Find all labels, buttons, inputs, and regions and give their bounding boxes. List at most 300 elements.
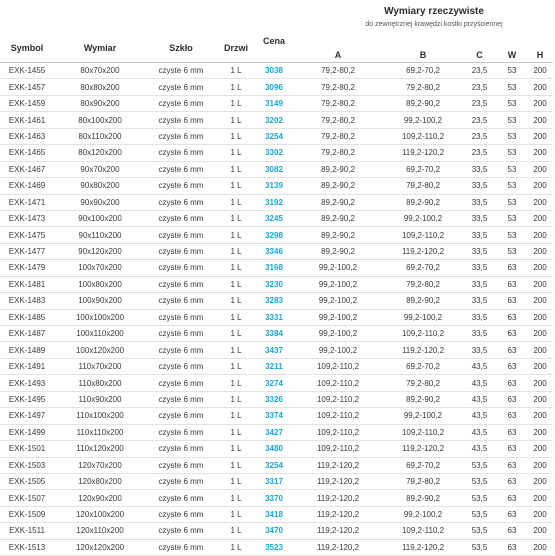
cell-c: 43,5 xyxy=(462,408,497,424)
cell-wymiar: 120x120x200 xyxy=(54,539,146,555)
cell-a: 99,2-100,2 xyxy=(292,342,384,358)
cell-szklo: czyste 6 mm xyxy=(146,490,216,506)
cell-b: 99,2-100,2 xyxy=(384,309,462,325)
cell-w: 63 xyxy=(497,506,527,522)
table-row xyxy=(0,276,553,292)
cell-a: 119,2-120,2 xyxy=(292,523,384,539)
cell-wymiar: 100x120x200 xyxy=(54,342,146,358)
table-row xyxy=(0,112,553,128)
cell-cena: 3254 xyxy=(256,457,292,473)
table-row xyxy=(0,424,553,440)
cell-wymiar: 120x110x200 xyxy=(54,523,146,539)
cell-symbol: EXK-1467 xyxy=(0,161,54,177)
cell-szklo: czyste 6 mm xyxy=(146,112,216,128)
cell-w: 63 xyxy=(497,342,527,358)
cell-szklo: czyste 6 mm xyxy=(146,210,216,226)
cell-h: 200 xyxy=(527,95,553,111)
cell-szklo: czyste 6 mm xyxy=(146,79,216,95)
cell-a: 109,2-110,2 xyxy=(292,375,384,391)
cell-b: 69,2-70,2 xyxy=(384,358,462,374)
cell-symbol: EXK-1479 xyxy=(0,260,54,276)
cell-a: 109,2-110,2 xyxy=(292,358,384,374)
cell-h: 200 xyxy=(527,178,553,194)
cell-h: 200 xyxy=(527,210,553,226)
cell-wymiar: 80x100x200 xyxy=(54,112,146,128)
table-header xyxy=(0,33,553,63)
dimensions-group-subtitle: do zewnętrznej krawędzi kostki przyściennej xyxy=(365,21,503,28)
cell-w: 63 xyxy=(497,375,527,391)
cell-w: 53 xyxy=(497,243,527,259)
cell-drzwi: 1 L xyxy=(216,523,256,539)
cell-drzwi: 1 L xyxy=(216,63,256,79)
table-row xyxy=(0,260,553,276)
cell-c: 33,5 xyxy=(462,293,497,309)
cell-szklo: czyste 6 mm xyxy=(146,95,216,111)
cell-a: 109,2-110,2 xyxy=(292,424,384,440)
cell-cena: 3427 xyxy=(256,424,292,440)
cell-a: 109,2-110,2 xyxy=(292,391,384,407)
cell-cena: 3302 xyxy=(256,145,292,161)
cell-symbol: EXK-1505 xyxy=(0,473,54,489)
cell-h: 200 xyxy=(527,441,553,457)
cell-drzwi: 1 L xyxy=(216,506,256,522)
cell-wymiar: 110x120x200 xyxy=(54,441,146,457)
cell-c: 23,5 xyxy=(462,112,497,128)
cell-wymiar: 90x80x200 xyxy=(54,178,146,194)
cell-w: 53 xyxy=(497,178,527,194)
cell-szklo: czyste 6 mm xyxy=(146,441,216,457)
cell-a: 109,2-110,2 xyxy=(292,408,384,424)
cell-c: 43,5 xyxy=(462,358,497,374)
cell-w: 53 xyxy=(497,63,527,79)
cell-a: 79,2-80,2 xyxy=(292,128,384,144)
cell-wymiar: 90x100x200 xyxy=(54,210,146,226)
cell-cena: 3096 xyxy=(256,79,292,95)
cell-b: 119,2-120,2 xyxy=(384,539,462,555)
cell-c: 53,5 xyxy=(462,539,497,555)
cell-symbol: EXK-1471 xyxy=(0,194,54,210)
cell-symbol: EXK-1501 xyxy=(0,441,54,457)
table-row xyxy=(0,161,553,177)
table-row xyxy=(0,473,553,489)
cell-c: 23,5 xyxy=(462,128,497,144)
cell-symbol: EXK-1483 xyxy=(0,293,54,309)
cell-b: 69,2-70,2 xyxy=(384,63,462,79)
col-wymiar: Wymiar xyxy=(54,33,146,63)
cell-drzwi: 1 L xyxy=(216,194,256,210)
col-szklo: Szkło xyxy=(146,33,216,63)
cell-b: 89,2-90,2 xyxy=(384,391,462,407)
cell-h: 200 xyxy=(527,194,553,210)
table-row xyxy=(0,309,553,325)
cell-b: 79,2-80,2 xyxy=(384,79,462,95)
cell-a: 79,2-80,2 xyxy=(292,95,384,111)
cell-drzwi: 1 L xyxy=(216,358,256,374)
cell-a: 119,2-120,2 xyxy=(292,506,384,522)
cell-w: 53 xyxy=(497,145,527,161)
cell-a: 89,2-90,2 xyxy=(292,194,384,210)
cell-drzwi: 1 L xyxy=(216,539,256,555)
cell-szklo: czyste 6 mm xyxy=(146,309,216,325)
cell-symbol: EXK-1509 xyxy=(0,506,54,522)
cell-b: 69,2-70,2 xyxy=(384,457,462,473)
cell-drzwi: 1 L xyxy=(216,95,256,111)
col-symbol: Symbol xyxy=(0,33,54,63)
cell-w: 63 xyxy=(497,326,527,342)
cell-wymiar: 100x90x200 xyxy=(54,293,146,309)
cell-wymiar: 80x70x200 xyxy=(54,63,146,79)
cell-szklo: czyste 6 mm xyxy=(146,276,216,292)
cell-szklo: czyste 6 mm xyxy=(146,408,216,424)
col-b: B xyxy=(384,33,462,63)
cell-w: 63 xyxy=(497,358,527,374)
cell-c: 33,5 xyxy=(462,178,497,194)
cell-h: 200 xyxy=(527,473,553,489)
cell-b: 89,2-90,2 xyxy=(384,293,462,309)
cell-b: 99,2-100,2 xyxy=(384,112,462,128)
cell-b: 99,2-100,2 xyxy=(384,408,462,424)
cell-symbol: EXK-1507 xyxy=(0,490,54,506)
cell-wymiar: 120x80x200 xyxy=(54,473,146,489)
cell-drzwi: 1 L xyxy=(216,210,256,226)
cell-wymiar: 80x90x200 xyxy=(54,95,146,111)
cell-a: 79,2-80,2 xyxy=(292,79,384,95)
cell-w: 53 xyxy=(497,112,527,128)
cell-szklo: czyste 6 mm xyxy=(146,63,216,79)
col-w: W xyxy=(497,33,527,63)
cell-h: 200 xyxy=(527,260,553,276)
cell-w: 53 xyxy=(497,194,527,210)
cell-wymiar: 100x70x200 xyxy=(54,260,146,276)
cell-h: 200 xyxy=(527,161,553,177)
cell-a: 99,2-100,2 xyxy=(292,326,384,342)
cell-szklo: czyste 6 mm xyxy=(146,326,216,342)
cell-drzwi: 1 L xyxy=(216,391,256,407)
cell-w: 53 xyxy=(497,79,527,95)
cell-drzwi: 1 L xyxy=(216,326,256,342)
cell-c: 43,5 xyxy=(462,424,497,440)
cell-drzwi: 1 L xyxy=(216,276,256,292)
cell-b: 69,2-70,2 xyxy=(384,260,462,276)
cell-b: 109,2-110,2 xyxy=(384,227,462,243)
cell-drzwi: 1 L xyxy=(216,145,256,161)
cell-c: 33,5 xyxy=(462,227,497,243)
cell-szklo: czyste 6 mm xyxy=(146,161,216,177)
cell-w: 63 xyxy=(497,523,527,539)
cell-cena: 3480 xyxy=(256,441,292,457)
cell-b: 69,2-70,2 xyxy=(384,161,462,177)
cell-w: 63 xyxy=(497,408,527,424)
cell-symbol: EXK-1459 xyxy=(0,95,54,111)
cell-b: 99,2-100,2 xyxy=(384,506,462,522)
cell-h: 200 xyxy=(527,375,553,391)
cell-h: 200 xyxy=(527,506,553,522)
cell-w: 53 xyxy=(497,210,527,226)
cell-h: 200 xyxy=(527,457,553,473)
cell-cena: 3274 xyxy=(256,375,292,391)
cell-b: 89,2-90,2 xyxy=(384,95,462,111)
cell-symbol: EXK-1455 xyxy=(0,63,54,79)
cell-h: 200 xyxy=(527,112,553,128)
cell-h: 200 xyxy=(527,490,553,506)
cell-h: 200 xyxy=(527,342,553,358)
cell-drzwi: 1 L xyxy=(216,293,256,309)
cell-drzwi: 1 L xyxy=(216,408,256,424)
cell-drzwi: 1 L xyxy=(216,128,256,144)
cell-szklo: czyste 6 mm xyxy=(146,243,216,259)
cell-h: 200 xyxy=(527,243,553,259)
cell-cena: 3082 xyxy=(256,161,292,177)
cell-a: 89,2-90,2 xyxy=(292,243,384,259)
table-row xyxy=(0,506,553,522)
cell-wymiar: 110x110x200 xyxy=(54,424,146,440)
cell-symbol: EXK-1465 xyxy=(0,145,54,161)
cell-a: 79,2-80,2 xyxy=(292,63,384,79)
cell-b: 109,2-110,2 xyxy=(384,128,462,144)
cell-szklo: czyste 6 mm xyxy=(146,145,216,161)
cell-symbol: EXK-1463 xyxy=(0,128,54,144)
cell-c: 33,5 xyxy=(462,260,497,276)
cell-cena: 3437 xyxy=(256,342,292,358)
cell-c: 43,5 xyxy=(462,375,497,391)
table-row xyxy=(0,210,553,226)
cell-c: 33,5 xyxy=(462,276,497,292)
cell-cena: 3331 xyxy=(256,309,292,325)
cell-symbol: EXK-1491 xyxy=(0,358,54,374)
cell-c: 23,5 xyxy=(462,79,497,95)
cell-b: 109,2-110,2 xyxy=(384,326,462,342)
cell-wymiar: 100x110x200 xyxy=(54,326,146,342)
cell-c: 33,5 xyxy=(462,342,497,358)
cell-cena: 3346 xyxy=(256,243,292,259)
cell-w: 63 xyxy=(497,457,527,473)
cell-c: 23,5 xyxy=(462,63,497,79)
cell-szklo: czyste 6 mm xyxy=(146,293,216,309)
cell-cena: 3374 xyxy=(256,408,292,424)
dimensions-group-header xyxy=(324,0,544,29)
cell-symbol: EXK-1495 xyxy=(0,391,54,407)
cell-w: 63 xyxy=(497,260,527,276)
cell-symbol: EXK-1493 xyxy=(0,375,54,391)
cell-wymiar: 90x120x200 xyxy=(54,243,146,259)
cell-drzwi: 1 L xyxy=(216,178,256,194)
table-row xyxy=(0,194,553,210)
cell-symbol: EXK-1485 xyxy=(0,309,54,325)
cell-cena: 3139 xyxy=(256,178,292,194)
cell-h: 200 xyxy=(527,326,553,342)
cell-w: 53 xyxy=(497,161,527,177)
cell-drzwi: 1 L xyxy=(216,473,256,489)
cell-szklo: czyste 6 mm xyxy=(146,260,216,276)
table-row xyxy=(0,326,553,342)
table-row xyxy=(0,178,553,194)
cell-szklo: czyste 6 mm xyxy=(146,178,216,194)
col-cena: Cena xyxy=(256,33,292,63)
cell-a: 119,2-120,2 xyxy=(292,457,384,473)
cell-w: 63 xyxy=(497,424,527,440)
cell-b: 99,2-100,2 xyxy=(384,210,462,226)
cell-cena: 3168 xyxy=(256,260,292,276)
cell-szklo: czyste 6 mm xyxy=(146,375,216,391)
cell-b: 109,2-110,2 xyxy=(384,523,462,539)
cell-h: 200 xyxy=(527,309,553,325)
cell-drzwi: 1 L xyxy=(216,441,256,457)
cell-cena: 3038 xyxy=(256,63,292,79)
cell-drzwi: 1 L xyxy=(216,309,256,325)
cell-a: 99,2-100,2 xyxy=(292,276,384,292)
table-row xyxy=(0,358,553,374)
cell-c: 43,5 xyxy=(462,441,497,457)
cell-cena: 3245 xyxy=(256,210,292,226)
cell-symbol: EXK-1461 xyxy=(0,112,54,128)
cell-b: 109,2-110,2 xyxy=(384,424,462,440)
cell-h: 200 xyxy=(527,145,553,161)
cell-w: 53 xyxy=(497,227,527,243)
table-row xyxy=(0,293,553,309)
cell-h: 200 xyxy=(527,276,553,292)
cell-symbol: EXK-1487 xyxy=(0,326,54,342)
cell-wymiar: 120x90x200 xyxy=(54,490,146,506)
cell-c: 53,5 xyxy=(462,473,497,489)
cell-symbol: EXK-1513 xyxy=(0,539,54,555)
cell-drzwi: 1 L xyxy=(216,112,256,128)
table-row xyxy=(0,145,553,161)
cell-b: 119,2-120,2 xyxy=(384,342,462,358)
table-row xyxy=(0,79,553,95)
cell-cena: 3149 xyxy=(256,95,292,111)
cell-cena: 3254 xyxy=(256,128,292,144)
shower-enclosure-table xyxy=(0,33,553,556)
table-row xyxy=(0,539,553,555)
cell-w: 63 xyxy=(497,293,527,309)
cell-drzwi: 1 L xyxy=(216,457,256,473)
cell-a: 119,2-120,2 xyxy=(292,490,384,506)
cell-szklo: czyste 6 mm xyxy=(146,457,216,473)
table-row xyxy=(0,375,553,391)
cell-h: 200 xyxy=(527,424,553,440)
cell-h: 200 xyxy=(527,358,553,374)
cell-h: 200 xyxy=(527,391,553,407)
cell-h: 200 xyxy=(527,63,553,79)
cell-szklo: czyste 6 mm xyxy=(146,194,216,210)
table-row xyxy=(0,441,553,457)
cell-symbol: EXK-1503 xyxy=(0,457,54,473)
table-row xyxy=(0,391,553,407)
cell-cena: 3298 xyxy=(256,227,292,243)
cell-h: 200 xyxy=(527,227,553,243)
cell-szklo: czyste 6 mm xyxy=(146,358,216,374)
cell-cena: 3523 xyxy=(256,539,292,555)
cell-cena: 3418 xyxy=(256,506,292,522)
table-row xyxy=(0,95,553,111)
cell-wymiar: 110x80x200 xyxy=(54,375,146,391)
cell-drzwi: 1 L xyxy=(216,161,256,177)
cell-wymiar: 110x100x200 xyxy=(54,408,146,424)
cell-h: 200 xyxy=(527,293,553,309)
cell-c: 33,5 xyxy=(462,309,497,325)
cell-symbol: EXK-1477 xyxy=(0,243,54,259)
cell-cena: 3370 xyxy=(256,490,292,506)
cell-c: 33,5 xyxy=(462,210,497,226)
cell-cena: 3202 xyxy=(256,112,292,128)
cell-w: 63 xyxy=(497,490,527,506)
cell-szklo: czyste 6 mm xyxy=(146,506,216,522)
table-row xyxy=(0,490,553,506)
cell-a: 79,2-80,2 xyxy=(292,145,384,161)
cell-cena: 3384 xyxy=(256,326,292,342)
cell-szklo: czyste 6 mm xyxy=(146,391,216,407)
cell-drzwi: 1 L xyxy=(216,243,256,259)
col-a: A xyxy=(292,33,384,63)
cell-wymiar: 100x100x200 xyxy=(54,309,146,325)
cell-b: 119,2-120,2 xyxy=(384,145,462,161)
cell-w: 53 xyxy=(497,128,527,144)
cell-wymiar: 90x90x200 xyxy=(54,194,146,210)
table-row xyxy=(0,227,553,243)
cell-drzwi: 1 L xyxy=(216,342,256,358)
cell-drzwi: 1 L xyxy=(216,260,256,276)
cell-szklo: czyste 6 mm xyxy=(146,227,216,243)
cell-a: 109,2-110,2 xyxy=(292,441,384,457)
cell-a: 119,2-120,2 xyxy=(292,539,384,555)
col-c: C xyxy=(462,33,497,63)
cell-cena: 3317 xyxy=(256,473,292,489)
cell-w: 63 xyxy=(497,441,527,457)
cell-szklo: czyste 6 mm xyxy=(146,473,216,489)
table-row xyxy=(0,342,553,358)
cell-symbol: EXK-1511 xyxy=(0,523,54,539)
cell-symbol: EXK-1469 xyxy=(0,178,54,194)
table-row xyxy=(0,128,553,144)
cell-wymiar: 120x100x200 xyxy=(54,506,146,522)
cell-h: 200 xyxy=(527,79,553,95)
cell-szklo: czyste 6 mm xyxy=(146,539,216,555)
cell-symbol: EXK-1481 xyxy=(0,276,54,292)
cell-b: 79,2-80,2 xyxy=(384,178,462,194)
cell-h: 200 xyxy=(527,539,553,555)
cell-drzwi: 1 L xyxy=(216,227,256,243)
cell-drzwi: 1 L xyxy=(216,490,256,506)
cell-w: 63 xyxy=(497,391,527,407)
cell-w: 63 xyxy=(497,473,527,489)
cell-c: 53,5 xyxy=(462,506,497,522)
cell-wymiar: 80x80x200 xyxy=(54,79,146,95)
cell-c: 33,5 xyxy=(462,326,497,342)
cell-wymiar: 90x110x200 xyxy=(54,227,146,243)
cell-c: 23,5 xyxy=(462,145,497,161)
col-drzwi: Drzwi xyxy=(216,33,256,63)
cell-symbol: EXK-1499 xyxy=(0,424,54,440)
cell-a: 99,2-100,2 xyxy=(292,309,384,325)
cell-cena: 3192 xyxy=(256,194,292,210)
cell-symbol: EXK-1457 xyxy=(0,79,54,95)
cell-w: 63 xyxy=(497,276,527,292)
cell-a: 89,2-90,2 xyxy=(292,227,384,243)
cell-cena: 3326 xyxy=(256,391,292,407)
cell-b: 89,2-90,2 xyxy=(384,194,462,210)
cell-symbol: EXK-1473 xyxy=(0,210,54,226)
cell-w: 63 xyxy=(497,309,527,325)
table-row xyxy=(0,408,553,424)
cell-cena: 3470 xyxy=(256,523,292,539)
cell-wymiar: 120x70x200 xyxy=(54,457,146,473)
cell-c: 53,5 xyxy=(462,523,497,539)
cell-a: 79,2-80,2 xyxy=(292,112,384,128)
table-row xyxy=(0,63,553,79)
table-row xyxy=(0,243,553,259)
cell-h: 200 xyxy=(527,128,553,144)
cell-a: 89,2-90,2 xyxy=(292,178,384,194)
